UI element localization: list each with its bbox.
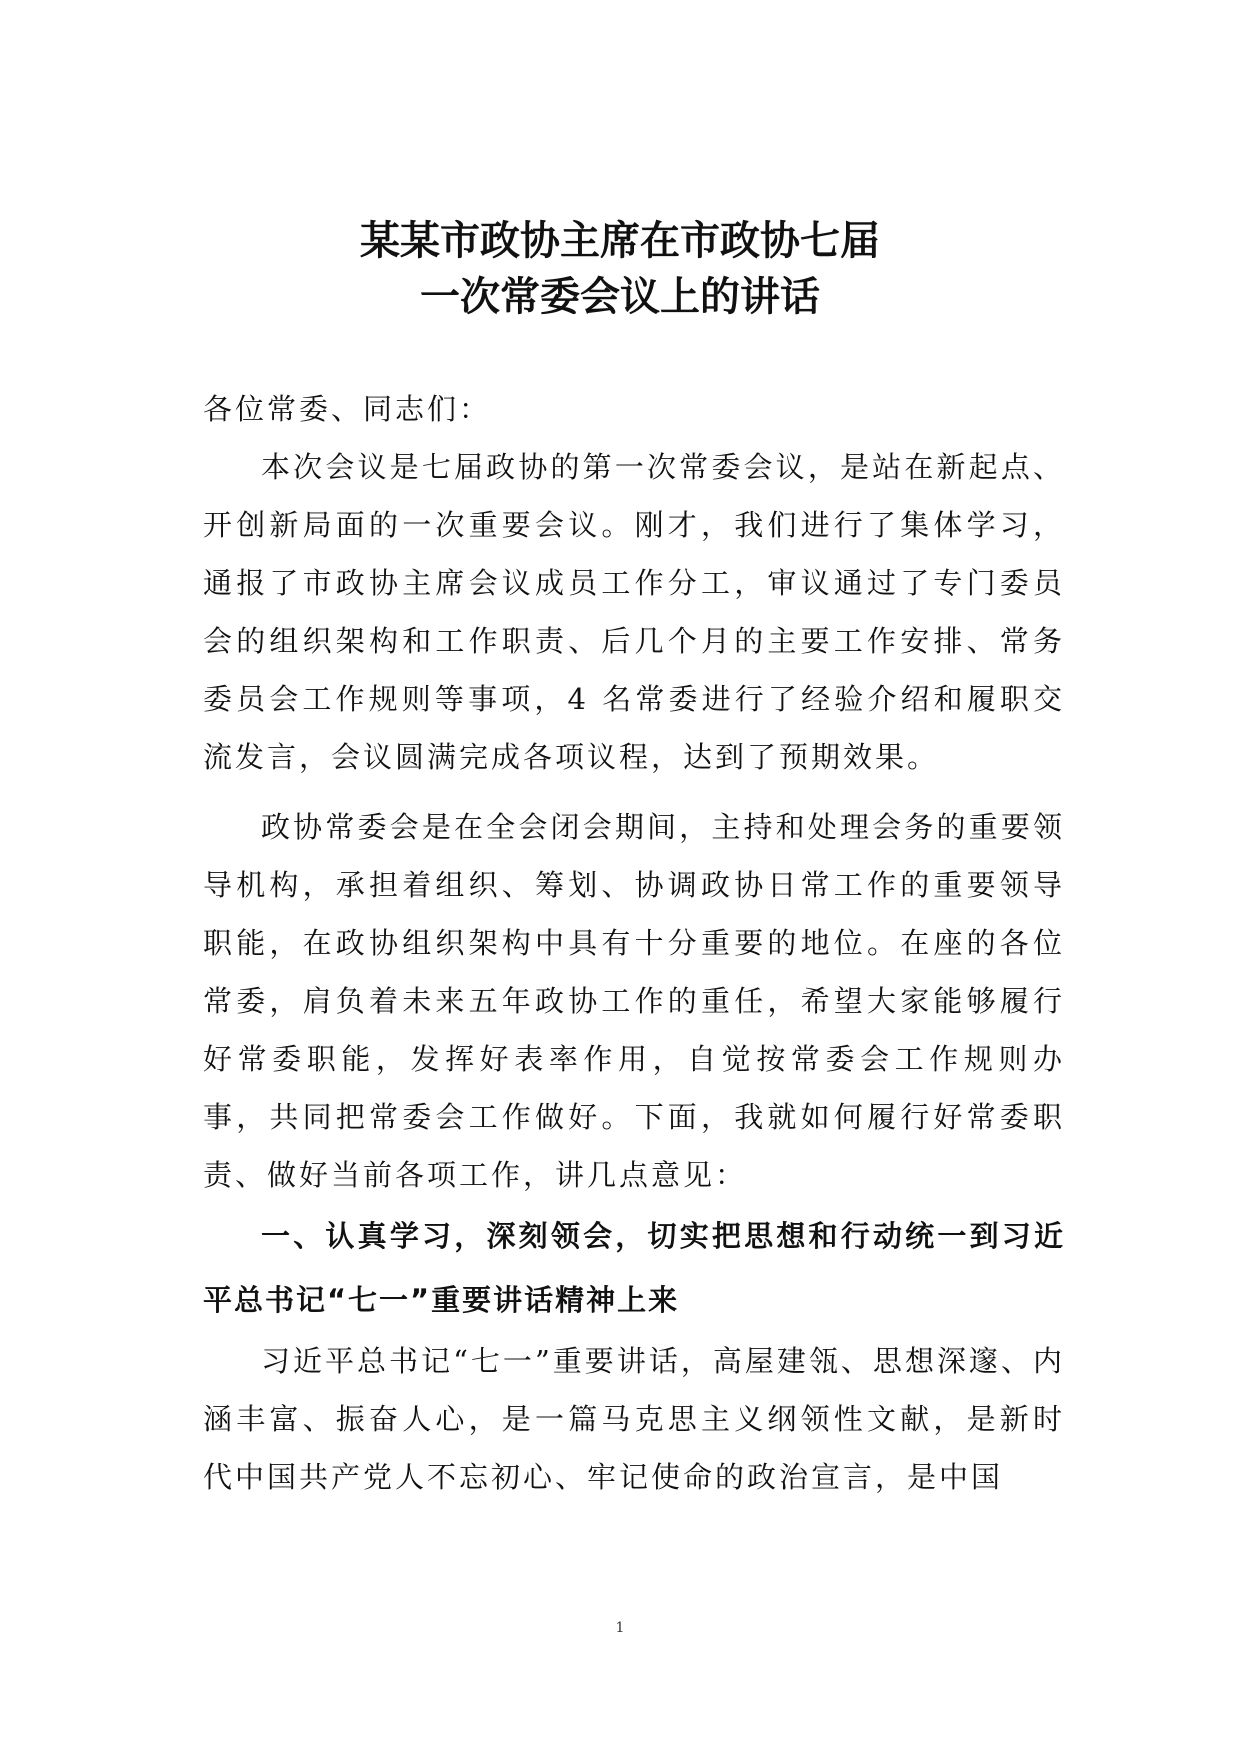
title-line-1: 某某市政协主席在市政协七届 [360,218,880,264]
salutation: 各位常委、同志们： [203,392,492,426]
section-heading: 一、认真学习，深刻领会，切实把思想和行动统一到习近平总书记“七一”重要讲话精神上来 [203,1219,1065,1317]
section-paragraph: 习近平总书记“七一”重要讲话，高屋建瓴、思想深邃、内涵丰富、振奋人心，是一篇马克思主义纲领性文献，是新时代中国共产党人不忘初心、牢记使命的政治宣言，是中国 [203,1344,1065,1494]
title-line-2: 一次常委会议上的讲话 [420,274,820,320]
paragraph-2: 政协常委会是在全会闭会期间，主持和处理会务的重要领导机构，承担着组织、筹划、协调政协日常工作的重要领导职能，在政协组织架构中具有十分重要的地位。在座的各位常委，肩负着未来五年政协工作的重任，希望大家能够履行好常委职能，发挥好表率作用，自觉按常委会工作规则办事，共同把常委会工作做好。下面，我就如何履行好常委职责、做好当前各项工作，讲几点意见： [203,810,1065,1192]
document-body [203,380,1065,1506]
page-number: 1 [615,1620,625,1636]
paragraph-1: 本次会议是七届政协的第一次常委会议，是站在新起点、开创新局面的一次重要会议。刚才，我们进行了集体学习，通报了市政协主席会议成员工作分工，审议通过了专门委员会的组织架构和工作职责、后几个月的主要工作安排、常务委员会工作规则等事项，4 名常委进行了经验介绍和履职交流发言，会议圆满完成各项议程，达到了预期效果。 [203,450,1065,774]
document-title [180,213,1060,325]
